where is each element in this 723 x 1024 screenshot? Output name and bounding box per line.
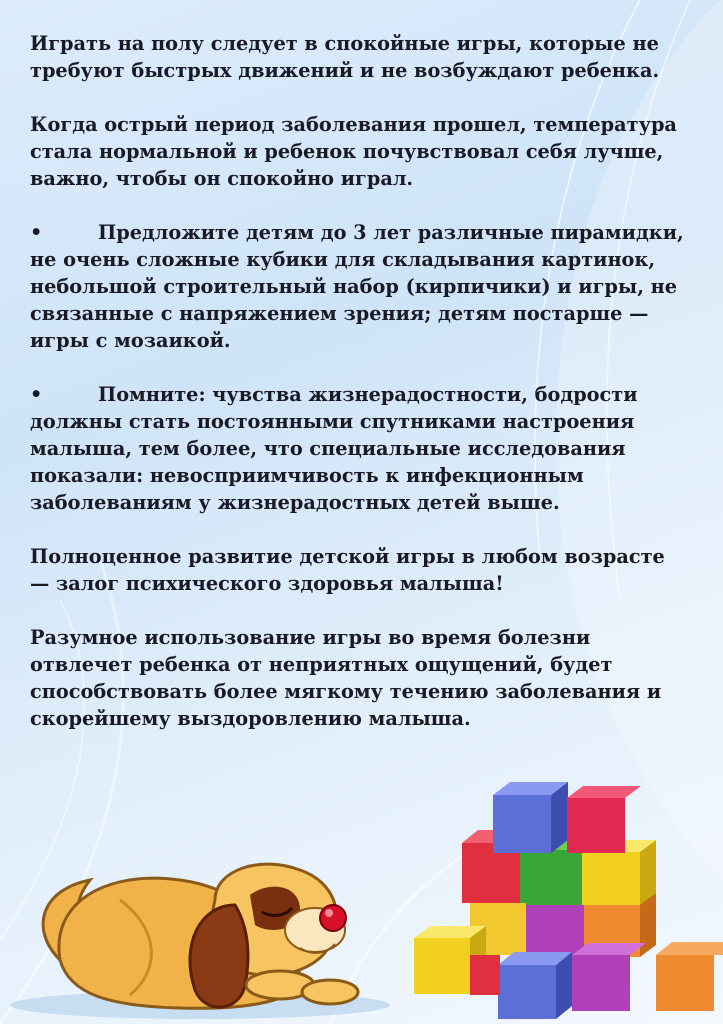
- bullet-marker: •: [30, 221, 43, 244]
- bullet-text: Предложите детям до 3 лет различные пирамидки, не очень сложные кубики для складывания картинок, небольшой строительный набор (кирпичики) и игры, не связанные с напряжением зрения; детям постарше — игры с мозаикой.: [30, 221, 684, 352]
- paragraph-play-on-floor: Играть на полу следует в спокойные игры, которые не требуют быстрых движений и не возбуждают ребенка.: [30, 32, 660, 82]
- bullet-marker: •: [30, 383, 43, 406]
- bullet-text: Помните: чувства жизнерадостности, бодрости должны стать постоянными спутниками настроения малыша, тем более, что специальные исследования показали: невосприимчивость к инфекционным заболеваниям у жизнерадостных детей выше.: [30, 383, 638, 514]
- paragraph-reasonable-use: Разумное использование игры во время болезни отвлечет ребенка от неприятных ощущений, будет способствовать более мягкому течению заболевания и скорейшему выздоровлению малыша.: [30, 626, 662, 730]
- paragraph-full-development: Полноценное развитие детской игры в любом возрасте — залог психического здоровья малыша!: [30, 545, 665, 595]
- paragraph-after-illness: Когда острый период заболевания прошел, температура стала нормальной и ребенок почувствовал себя лучше, важно, чтобы он спокойно играл.: [30, 113, 677, 190]
